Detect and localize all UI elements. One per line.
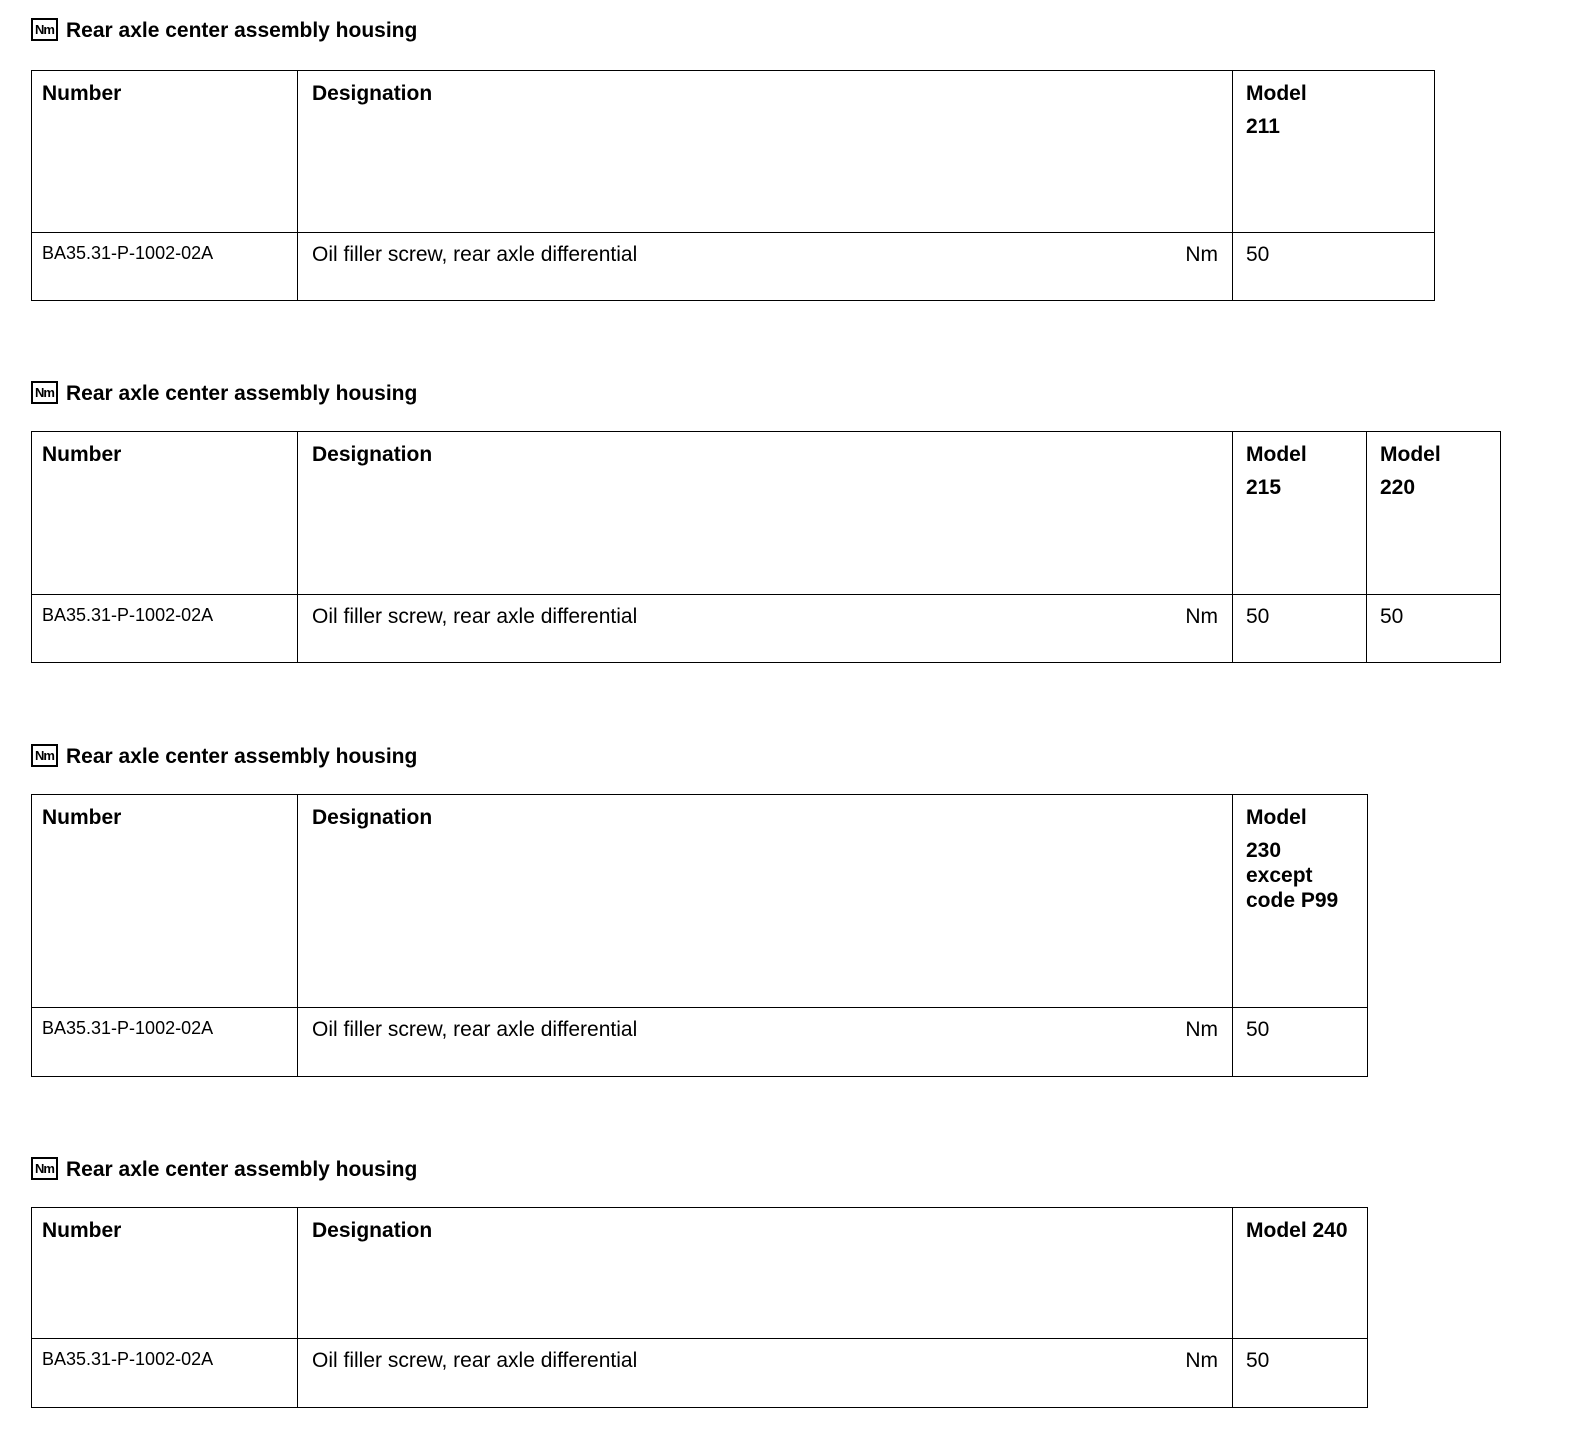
table-header-row <box>32 795 1368 1008</box>
designation-text: Oil filler screw, rear axle differential <box>312 605 638 628</box>
model-label: Model 240 <box>1246 1219 1348 1242</box>
header-number: Number <box>42 806 122 829</box>
header-number: Number <box>42 443 122 466</box>
section-heading <box>31 381 417 407</box>
torque-value: 50 <box>1246 605 1270 628</box>
section-heading <box>31 744 417 770</box>
nm-torque-icon: Nm <box>31 18 58 41</box>
part-number: BA35.31-P-1002-02A <box>42 1018 214 1038</box>
header-model <box>1233 1208 1367 1243</box>
section-heading <box>31 1157 417 1183</box>
part-number: BA35.31-P-1002-02A <box>42 243 214 263</box>
header-model <box>1233 795 1367 913</box>
unit-text: Nm <box>1185 1349 1218 1372</box>
section-title: Rear axle center assembly housing <box>66 19 418 42</box>
header-designation: Designation <box>312 443 433 466</box>
designation-text: Oil filler screw, rear axle differential <box>312 1349 638 1372</box>
model-note: code P99 <box>1246 889 1339 912</box>
unit-text: Nm <box>1185 605 1218 628</box>
unit-text: Nm <box>1185 1018 1218 1041</box>
designation-cell <box>298 1008 1232 1042</box>
table-row <box>32 233 1435 301</box>
model-label: Model <box>1246 806 1307 829</box>
section-title: Rear axle center assembly housing <box>66 382 418 405</box>
torque-value: 50 <box>1246 1018 1270 1041</box>
torque-table <box>31 70 1435 301</box>
section-title: Rear axle center assembly housing <box>66 745 418 768</box>
designation-cell <box>298 1339 1232 1373</box>
model-label: Model <box>1380 443 1441 466</box>
nm-torque-icon: Nm <box>31 381 58 404</box>
torque-value: 50 <box>1246 1349 1270 1372</box>
section-heading <box>31 18 417 44</box>
model-number: 211 <box>1246 115 1280 138</box>
header-designation: Designation <box>312 82 433 105</box>
torque-value: 50 <box>1246 243 1270 266</box>
model-label: Model <box>1246 82 1307 105</box>
designation-text: Oil filler screw, rear axle differential <box>312 243 638 266</box>
header-designation: Designation <box>312 806 433 829</box>
header-model <box>1233 432 1366 500</box>
header-model <box>1367 432 1500 500</box>
torque-value: 50 <box>1380 605 1404 628</box>
table-header-row <box>32 432 1501 595</box>
model-note: except <box>1246 864 1313 887</box>
designation-text: Oil filler screw, rear axle differential <box>312 1018 638 1041</box>
header-number: Number <box>42 1219 122 1242</box>
header-model <box>1233 71 1434 139</box>
part-number: BA35.31-P-1002-02A <box>42 1349 214 1369</box>
unit-text: Nm <box>1185 243 1218 266</box>
table-row <box>32 1008 1368 1077</box>
nm-torque-icon: Nm <box>31 1157 58 1180</box>
designation-cell <box>298 595 1232 629</box>
torque-table <box>31 794 1368 1077</box>
torque-table <box>31 1207 1368 1408</box>
table-row <box>32 595 1501 663</box>
header-designation: Designation <box>312 1219 433 1242</box>
model-number: 215 <box>1246 476 1282 499</box>
table-header-row <box>32 1208 1368 1339</box>
section-title: Rear axle center assembly housing <box>66 1158 418 1181</box>
designation-cell <box>298 233 1232 267</box>
model-number: 230 <box>1246 839 1282 862</box>
table-header-row <box>32 71 1435 233</box>
model-label: Model <box>1246 443 1307 466</box>
header-number: Number <box>42 82 122 105</box>
torque-table <box>31 431 1501 663</box>
part-number: BA35.31-P-1002-02A <box>42 605 214 625</box>
table-row <box>32 1339 1368 1408</box>
nm-torque-icon: Nm <box>31 744 58 767</box>
model-number: 220 <box>1380 476 1416 499</box>
